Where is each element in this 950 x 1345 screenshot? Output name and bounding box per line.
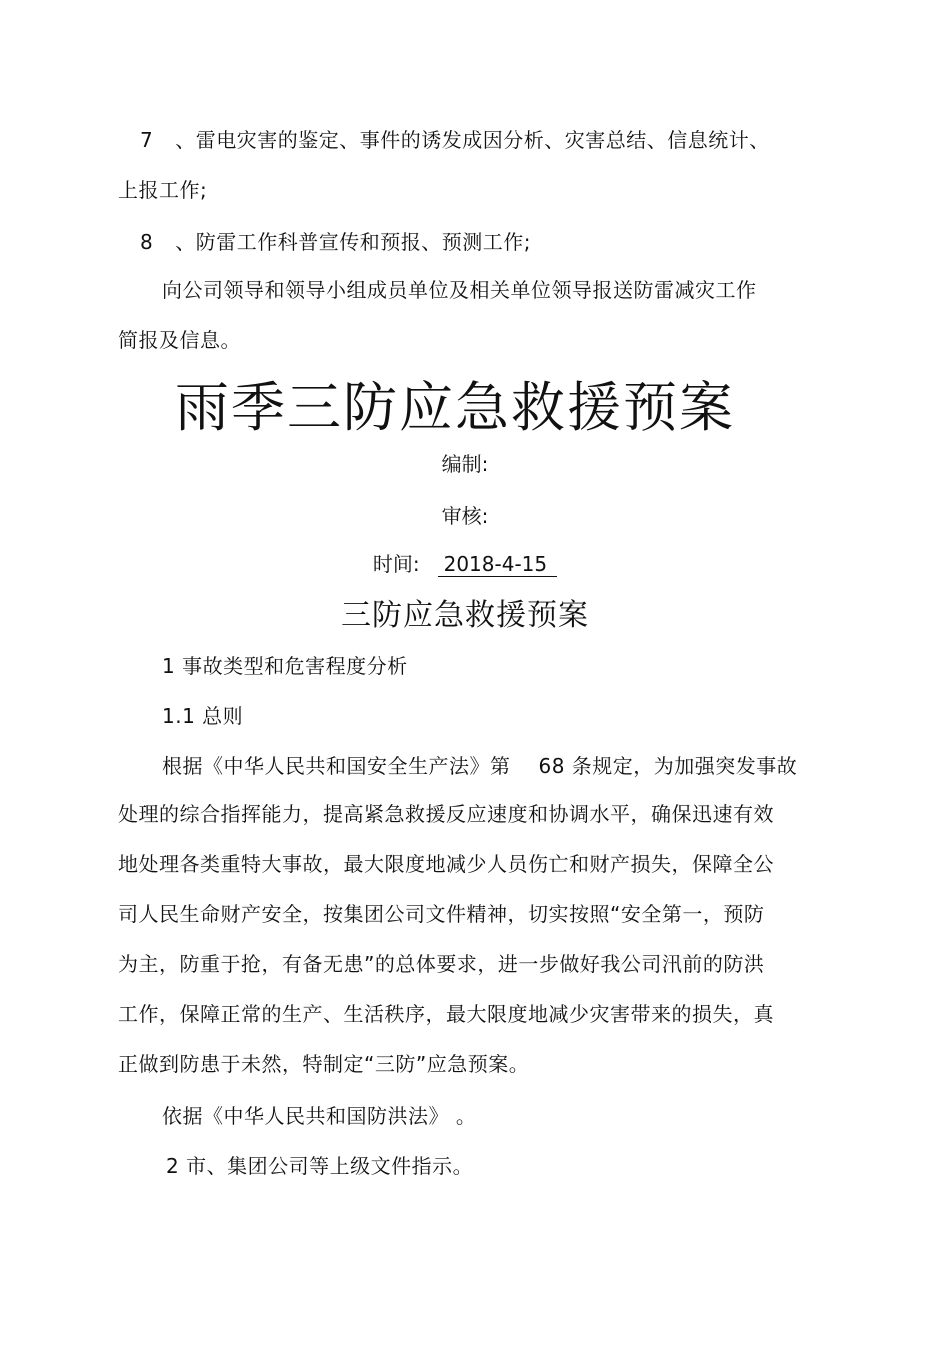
compiler-label: 编制: <box>441 452 489 476</box>
item-number: 8 <box>140 230 154 254</box>
paragraph-text: 根据《中华人民共和国安全生产法》第 <box>162 754 511 778</box>
paragraph-line-4: 司人民生命财产安全，按集团公司文件精神，切实按照“安全第一，预防 <box>118 902 765 926</box>
paragraph-line-5: 为主，防重于抢，有备无患”的总体要求，进一步做好我公司汛前的防洪 <box>118 952 765 976</box>
document-subtitle: 三防应急救援预案 <box>341 598 589 633</box>
time-value: 2018-4-15 <box>438 552 558 577</box>
section-heading-1: 1 事故类型和危害程度分析 <box>162 654 408 678</box>
reviewer-label: 审核: <box>441 504 489 528</box>
paragraph-line-3: 地处理各类重特大事故，最大限度地减少人员伤亡和财产损失，保障全公 <box>118 852 774 876</box>
list-item-7-continuation: 上报工作; <box>118 178 208 202</box>
item-number: 7 <box>140 128 154 152</box>
item-text: 、防雷工作科普宣传和预报、预测工作; <box>175 230 531 254</box>
paragraph-text: 68 条规定，为加强突发事故 <box>538 754 798 778</box>
paragraph-line-6: 工作，保障正常的生产、生活秩序，最大限度地减少灾害带来的损失，真 <box>118 1002 774 1026</box>
paragraph-line-1 <box>162 752 797 780</box>
paragraph-line-2: 处理的综合指挥能力，提高紧急救援反应速度和协调水平，确保迅速有效 <box>118 802 774 826</box>
cover-title: 雨季三防应急救援预案 <box>175 376 735 439</box>
section-heading-1-1: 1.1 总则 <box>162 704 244 728</box>
time-line <box>0 550 930 578</box>
item-text: 、雷电灾害的鉴定、事件的诱发成因分析、灾害总结、信息统计、 <box>175 128 770 152</box>
report-paragraph-line-1: 向公司领导和领导小组成员单位及相关单位领导报送防雷减灾工作 <box>162 278 757 302</box>
time-label: 时间: <box>372 552 420 576</box>
paragraph-line-7: 正做到防患于未然，特制定“三防”应急预案。 <box>118 1052 530 1076</box>
basis-line-1: 依据《中华人民共和国防洪法》 。 <box>162 1104 477 1128</box>
basis-line-2: 2 市、集团公司等上级文件指示。 <box>166 1154 474 1178</box>
list-item-7 <box>140 126 770 154</box>
list-item-8 <box>140 228 531 256</box>
report-paragraph-line-2: 简报及信息。 <box>118 328 241 352</box>
